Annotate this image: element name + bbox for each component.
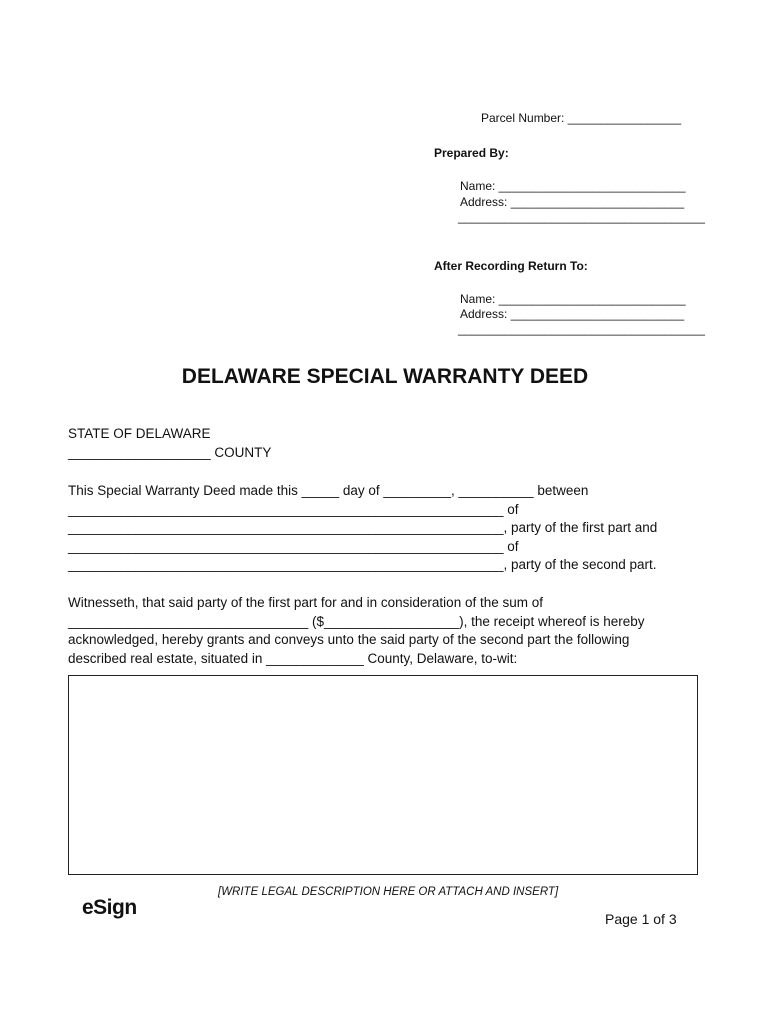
page-number: Page 1 of 3 bbox=[605, 911, 677, 927]
document-title: DELAWARE SPECIAL WARRANTY DEED bbox=[181, 365, 589, 388]
prepared-by-address-field: Address: __________________________ bbox=[460, 195, 685, 209]
return-to-name-field: Name: ____________________________ bbox=[460, 292, 686, 306]
prepared-by-address-line2: _____________________________________ bbox=[458, 210, 705, 224]
state-line: STATE OF DELAWARE bbox=[68, 426, 211, 441]
witness-line-4: described real estate, situated in _____________ County, Delaware, to-wit: bbox=[68, 651, 518, 666]
witness-line-3: acknowledged, hereby grants and conveys unto the said party of the second part the following bbox=[68, 632, 630, 647]
esign-logo: eSign bbox=[82, 896, 137, 919]
county-line: ___________________ COUNTY bbox=[68, 445, 272, 460]
legal-description-caption: [WRITE LEGAL DESCRIPTION HERE OR ATTACH AND INSERT] bbox=[218, 886, 559, 898]
return-to-heading: After Recording Return To: bbox=[434, 259, 588, 273]
return-to-address-field: Address: __________________________ bbox=[460, 307, 685, 321]
parties-line-1: This Special Warranty Deed made this _____ day of _________, __________ between bbox=[68, 483, 589, 498]
parcel-number-field: Parcel Number: _________________ bbox=[481, 111, 682, 125]
return-to-address-line2: _____________________________________ bbox=[458, 322, 705, 336]
parties-line-4: __________________________________________________________ of bbox=[68, 539, 519, 554]
prepared-by-name-field: Name: ____________________________ bbox=[460, 179, 686, 193]
parties-line-3: __________________________________________________________, party of the first part and bbox=[68, 520, 658, 535]
witness-line-2: ________________________________ ($__________________), the receipt whereof is hereby bbox=[68, 614, 645, 629]
parties-line-2: __________________________________________________________ of bbox=[68, 502, 519, 517]
parties-line-5: __________________________________________________________, party of the second part. bbox=[68, 557, 657, 572]
legal-description-box[interactable] bbox=[68, 675, 698, 875]
witness-line-1: Witnesseth, that said party of the first part for and in consideration of the sum of bbox=[68, 595, 543, 610]
prepared-by-heading: Prepared By: bbox=[434, 146, 509, 160]
